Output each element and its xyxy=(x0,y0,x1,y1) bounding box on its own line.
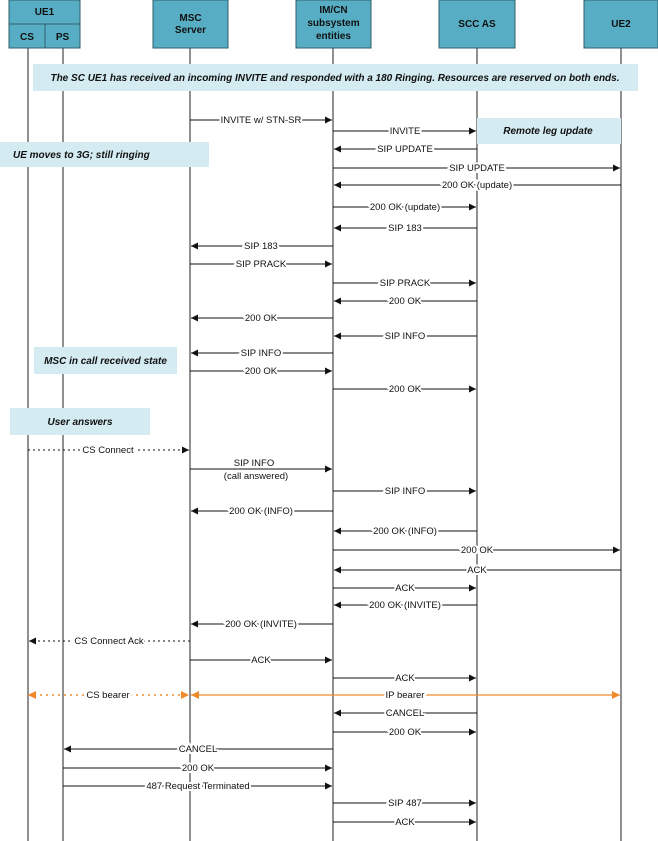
message-label: 487 Request Terminated xyxy=(146,781,250,792)
message-label: 200 OK xyxy=(388,384,422,395)
message-label: 200 OK (update) xyxy=(369,202,441,213)
message-200ok-cancel-1 xyxy=(333,727,476,738)
message-200ok-info-4 xyxy=(334,526,477,537)
note-user-answers-text: User answers xyxy=(47,417,113,428)
note-remote-leg-text: Remote leg update xyxy=(503,126,593,137)
message-label: CANCEL xyxy=(385,708,425,719)
message-label-line2: (call answered) xyxy=(223,471,289,482)
message-label: INVITE xyxy=(389,126,421,137)
message-label: ACK xyxy=(395,817,415,828)
message-label: ACK xyxy=(395,673,415,684)
message-200ok-info-2 xyxy=(333,384,476,395)
message-label: 200 OK xyxy=(460,545,494,556)
note-msc-call-received-text: MSC in call received state xyxy=(44,356,167,367)
message-cs-connect-ack xyxy=(29,636,190,647)
message-label: SIP 487 xyxy=(388,798,422,809)
message-200ok-info-3 xyxy=(191,506,333,517)
note-user-answers xyxy=(10,408,150,435)
message-label: ACK xyxy=(395,583,415,594)
message-label: ACK xyxy=(251,655,271,666)
note-top-text: The SC UE1 has received an incoming INVITE and responded with a 180 Ringing. Resources are reserved on both ends. xyxy=(50,73,620,84)
message-label: SIP INFO xyxy=(240,348,282,359)
message-label: 200 OK (INVITE) xyxy=(225,619,297,630)
note-top xyxy=(33,64,638,91)
message-sip-prack-2 xyxy=(333,278,476,289)
bearer-ip-label: IP bearer xyxy=(385,690,425,701)
message-label: 200 OK xyxy=(244,313,278,324)
header-ue1 xyxy=(9,0,80,48)
header-ue1-label: UE1 xyxy=(34,7,55,18)
message-label: 200 OK (INFO) xyxy=(229,506,293,517)
message-sip-info-call-answered xyxy=(190,458,332,482)
note-ue-3g xyxy=(0,142,209,167)
message-ack-from-ue2 xyxy=(334,565,621,576)
message-label: INVITE w/ STN-SR xyxy=(220,115,302,126)
message-label: SIP INFO xyxy=(233,458,275,469)
message-200ok-cancel-2 xyxy=(63,763,332,774)
message-ack-msc xyxy=(190,655,332,666)
message-label: 200 OK xyxy=(388,296,422,307)
message-invite-stn-sr xyxy=(190,115,332,126)
header-cs-label: CS xyxy=(20,32,34,43)
message-label: SIP PRACK xyxy=(379,278,431,289)
message-200ok-update-1 xyxy=(334,180,621,191)
message-label: SIP UPDATE xyxy=(449,163,505,174)
header-msc xyxy=(153,0,228,48)
message-200ok-prack-2 xyxy=(191,313,333,324)
message-sip-183-1 xyxy=(334,223,477,234)
message-label: SIP INFO xyxy=(384,331,426,342)
message-label: SIP 183 xyxy=(244,241,278,252)
message-label: CS Connect xyxy=(82,445,134,456)
message-ack-to-sccas xyxy=(333,583,476,594)
message-invite xyxy=(333,126,476,137)
message-label: SIP UPDATE xyxy=(377,144,433,155)
message-sip-update-2 xyxy=(333,163,620,174)
message-label: SIP 183 xyxy=(388,223,422,234)
message-ack-sccas-2 xyxy=(333,673,476,684)
message-label: 200 OK xyxy=(388,727,422,738)
message-cancel-2 xyxy=(64,744,333,755)
bearer-cs xyxy=(28,690,189,701)
message-200ok-prack-1 xyxy=(334,296,477,307)
bearer-ip xyxy=(191,690,620,701)
header-imcn-line1: IM/CN xyxy=(319,5,348,16)
message-label: SIP PRACK xyxy=(235,259,287,270)
message-200ok-info-1 xyxy=(190,366,332,377)
message-label: 200 OK (INFO) xyxy=(373,526,437,537)
message-sip-prack-1 xyxy=(190,259,332,270)
message-sip-info-3 xyxy=(333,486,476,497)
header-sccas xyxy=(439,0,515,48)
message-sip-info-2 xyxy=(191,348,333,359)
message-487-request-terminated xyxy=(63,781,332,792)
message-label: ACK xyxy=(467,565,487,576)
message-label: CS Connect Ack xyxy=(74,636,144,647)
message-200ok-invite-1 xyxy=(334,600,477,611)
note-ue-3g-text: UE moves to 3G; still ringing xyxy=(13,150,150,161)
message-ack-final xyxy=(333,817,476,828)
message-200ok-update-2 xyxy=(333,202,476,213)
header-imcn xyxy=(296,0,371,48)
message-sip-update-1 xyxy=(334,144,477,155)
message-200ok-invite-2 xyxy=(191,619,333,630)
header-msc-line1: MSC xyxy=(179,13,202,24)
message-label: 200 OK xyxy=(181,763,215,774)
message-label: CANCEL xyxy=(178,744,218,755)
note-remote-leg xyxy=(477,118,621,144)
header-ue2-label: UE2 xyxy=(611,19,631,30)
header-imcn-line3: entities xyxy=(315,31,352,42)
message-label: 200 OK (INVITE) xyxy=(369,600,441,611)
message-sip-183-2 xyxy=(191,241,333,252)
message-cs-connect xyxy=(28,445,189,456)
message-sip-487 xyxy=(333,798,476,809)
message-cancel-1 xyxy=(334,708,477,719)
header-ue2 xyxy=(584,0,658,48)
header-sccas-label: SCC AS xyxy=(458,19,496,30)
message-label: SIP INFO xyxy=(384,486,426,497)
message-label: 200 OK (update) xyxy=(441,180,513,191)
note-msc-call-received xyxy=(34,347,177,374)
header-msc-line2: Server xyxy=(174,25,207,36)
header-imcn-line2: subsystem xyxy=(307,18,360,29)
header-ps-label: PS xyxy=(55,32,70,43)
bearer-cs-label: CS bearer xyxy=(86,690,130,701)
message-200ok-to-ue2 xyxy=(333,545,620,556)
message-sip-info-1 xyxy=(334,331,477,342)
message-label: 200 OK xyxy=(244,366,278,377)
